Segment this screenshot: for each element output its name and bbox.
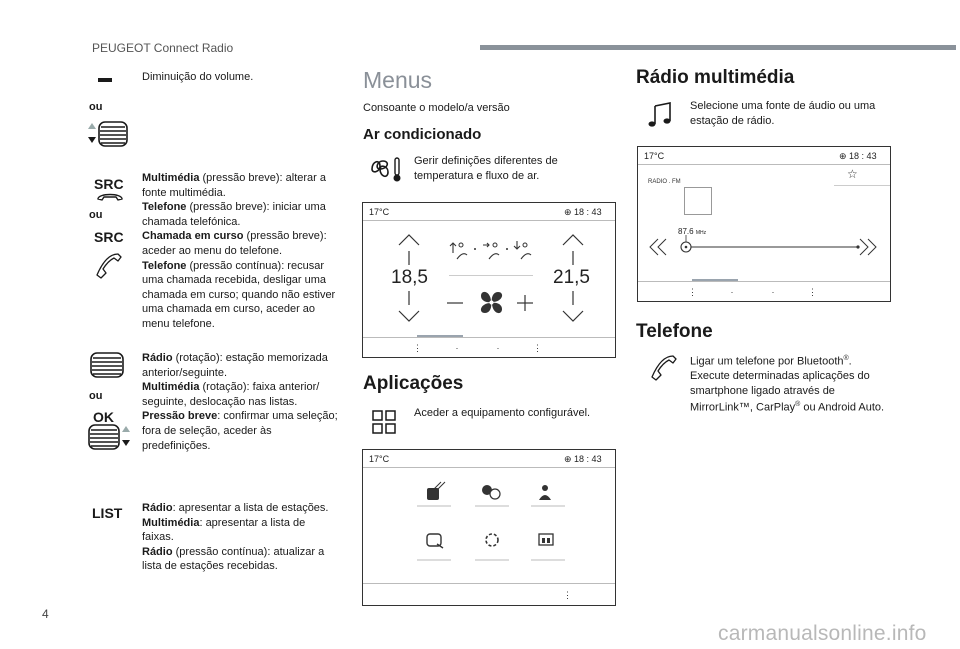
app-tiles[interactable] [417, 480, 567, 562]
favorite-star-icon[interactable]: ☆ [847, 167, 858, 181]
apps-text: Aceder a equipamento configurável. [414, 407, 591, 419]
screen-time-apps: ⊕ 18 : 43 [564, 454, 602, 464]
src-label-1: SRC [94, 176, 124, 192]
scroll-wheel-icon [88, 121, 130, 147]
phone-text: Ligar um telefone por Bluetooth®. Execute determinadas aplicações do smartphone ligado através de MirrorLink™, CarPlay® ou Android Auto. [690, 355, 885, 415]
screen-time-ac: ⊕ 18 : 43 [564, 207, 602, 217]
header-title: PEUGEOT Connect Radio [92, 41, 234, 55]
list-label: LIST [92, 505, 123, 521]
radio-text: Selecione uma fonte de áudio ou uma estação de rádio. [690, 100, 876, 127]
music-note-icon [648, 102, 674, 128]
station-artwork [684, 187, 712, 215]
frequency-slider[interactable] [648, 237, 878, 259]
phone-handset-icon [96, 192, 126, 202]
header-bar [480, 45, 956, 50]
ac-nav-dots[interactable]: ⋮ · · ⋮ [413, 343, 545, 353]
ac-text: Gerir definições diferentes de temperatura e fluxo de ar. [414, 155, 558, 182]
list-description: Rádio: apresentar a lista de estações. Multimédia: apresentar a lista de faixas. Rádio (pressão contínua): atualizar a lista de estações recebidas. [142, 502, 329, 573]
phone-icon-2 [649, 355, 677, 381]
ok-label: OK [93, 409, 114, 425]
phone-icon [94, 253, 122, 279]
radio-screen [637, 146, 891, 302]
ou-label-2: ou [89, 209, 103, 221]
apps-nav-dots[interactable]: ⋮ [563, 590, 572, 600]
radio-fm-label: RADIO . FM [648, 179, 681, 185]
scroll-wheel-icon-2 [88, 352, 130, 378]
scroll-wheel-rotate-icon [88, 424, 132, 450]
ac-screen [362, 202, 616, 358]
airflow-icons[interactable] [449, 239, 539, 261]
apps-grid-icon [372, 410, 396, 434]
screen-time-radio: ⊕ 18 : 43 [839, 151, 877, 161]
radio-nav-dots[interactable]: ⋮ · · ⋮ [688, 287, 820, 297]
climate-icon [368, 157, 404, 183]
watermark: carmanualsonline.info [718, 622, 927, 645]
src-description: Multimédia (pressão breve): alterar a fonte multimédia. Telefone (pressão breve): iniciar uma chamada telefónica. Chamada em curso (pressão breve): aceder ao menu do telefone. Telefone (pressão contínua): recusar uma chamada recebida, desligar uma chamada em curso; quando não estiver uma chamada em curso, aceder ao menu telefone. [142, 172, 336, 330]
phone-heading: Telefone [636, 321, 713, 342]
apps-heading: Aplicações [363, 373, 464, 394]
fan-controls[interactable] [445, 285, 537, 321]
temp-right-value: 21,5 [553, 267, 590, 288]
ac-heading: Ar condicionado [363, 126, 482, 143]
apps-screen [362, 449, 616, 606]
screen-temp: 17°C [369, 207, 390, 217]
screen-temp-apps: 17°C [369, 454, 390, 464]
frequency-value: 87.6 MHz [678, 227, 707, 236]
minus-icon [98, 78, 112, 82]
radio-heading: Rádio multimédia [636, 67, 795, 88]
temp-left-value: 18,5 [391, 267, 428, 288]
rotation-description: Rádio (rotação): estação memorizada anterior/seguinte. Multimédia (rotação): faixa anterior/ seguinte, deslocação nas listas. Pressão breve: confirmar uma seleção; fora de seleção, aceder às predefinições. [142, 352, 338, 452]
screen-temp-radio: 17°C [644, 151, 665, 161]
ou-label-3: ou [89, 390, 103, 402]
menus-title: Menus [363, 67, 433, 93]
page-number: 4 [42, 607, 49, 621]
volume-text: Diminuição do volume. [142, 71, 254, 83]
ou-label-1: ou [89, 101, 103, 113]
src-label-2: SRC [94, 229, 124, 245]
menus-subtitle: Consoante o modelo/a versão [363, 102, 510, 114]
